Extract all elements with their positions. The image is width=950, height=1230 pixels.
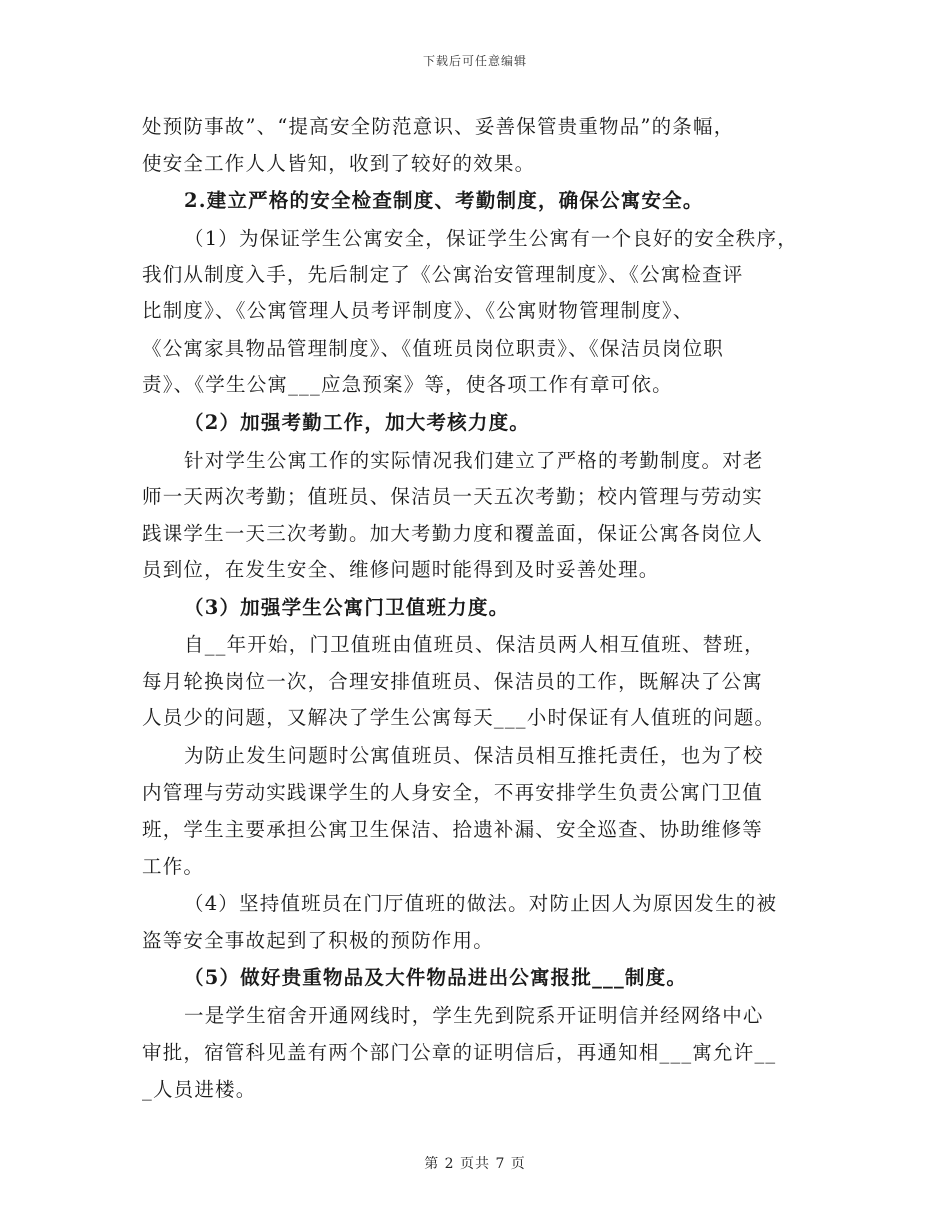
subsection-heading: （2）加强考勤工作，加大考核力度。	[184, 411, 530, 434]
paragraph-first-line: 针对学生公寓工作的实际情况我们建立了严格的考勤制度。对老	[184, 449, 764, 472]
subsection-heading: （5）做好贵重物品及大件物品进出公寓报批___制度。	[184, 966, 688, 989]
body-line: _人员进楼。	[142, 1078, 257, 1101]
body-line: 我们从制度入手，先后制定了《公寓治安管理制度》、《公寓检查评	[142, 263, 744, 286]
body-line: 工作。	[142, 855, 205, 878]
body-line: 班，学生主要承担公寓卫生保洁、拾遗补漏、安全巡查、协助维修等	[142, 818, 764, 841]
paragraph-first-line: （4）坚持值班员在门厅值班的做法。对防止因人为原因发生的被	[184, 892, 778, 915]
body-line: 责》、《学生公寓___应急预案》等，使各项工作有章可依。	[142, 373, 673, 396]
body-line: 内管理与劳动实践课学生的人身安全，不再安排学生负责公寓门卫值	[142, 781, 764, 804]
page-number-footer: 第 2 页共 7 页	[424, 1156, 526, 1172]
body-line: 人员少的问题，又解决了学生公寓每天___小时保证有人值班的问题。	[142, 706, 776, 729]
body-line: 每月轮换岗位一次，合理安排值班员、保洁员的工作，既解决了公寓	[142, 670, 764, 693]
body-line: 员到位，在发生安全、维修问题时能得到及时妥善处理。	[142, 558, 660, 581]
subsection-heading: （3）加强学生公寓门卫值班力度。	[184, 596, 510, 619]
body-line: 践课学生一天三次考勤。加大考勤力度和覆盖面，保证公寓各岗位人	[142, 522, 764, 545]
page-header-note: 下载后可任意编辑	[422, 54, 527, 68]
body-line: 盗等安全事故起到了积极的预防作用。	[142, 929, 494, 952]
paragraph-first-line: （1）为保证学生公寓安全，保证学生公寓有一个良好的安全秩序，	[184, 227, 798, 250]
body-line: 《公寓家具物品管理制度》、《值班员岗位职责》、《保洁员岗位职	[142, 337, 725, 360]
section-heading: 2.建立严格的安全检查制度、考勤制度，确保公寓安全。	[184, 189, 704, 212]
body-line: 使安全工作人人皆知，收到了较好的效果。	[142, 152, 536, 175]
body-line: 审批，宿管科见盖有两个部门公章的证明信后，再通知相___寓允许__	[142, 1041, 777, 1064]
paragraph-first-line: 一是学生宿舍开通网线时，学生先到院系开证明信并经网络中心	[184, 1004, 764, 1027]
body-line: 师一天两次考勤；值班员、保洁员一天五次考勤；校内管理与劳动实	[142, 485, 764, 508]
body-line: 比制度》、《公寓管理人员考评制度》、《公寓财物管理制度》、	[142, 299, 694, 322]
paragraph-first-line: 自__年开始，门卫值班由值班员、保洁员两人相互值班、替班，	[184, 633, 765, 656]
paragraph-first-line: 为防止发生问题时公寓值班员、保洁员相互推托责任，也为了校	[184, 744, 764, 767]
body-line: 处预防事故”、“提高安全防范意识、妥善保管贵重物品”的条幅，	[142, 115, 735, 138]
